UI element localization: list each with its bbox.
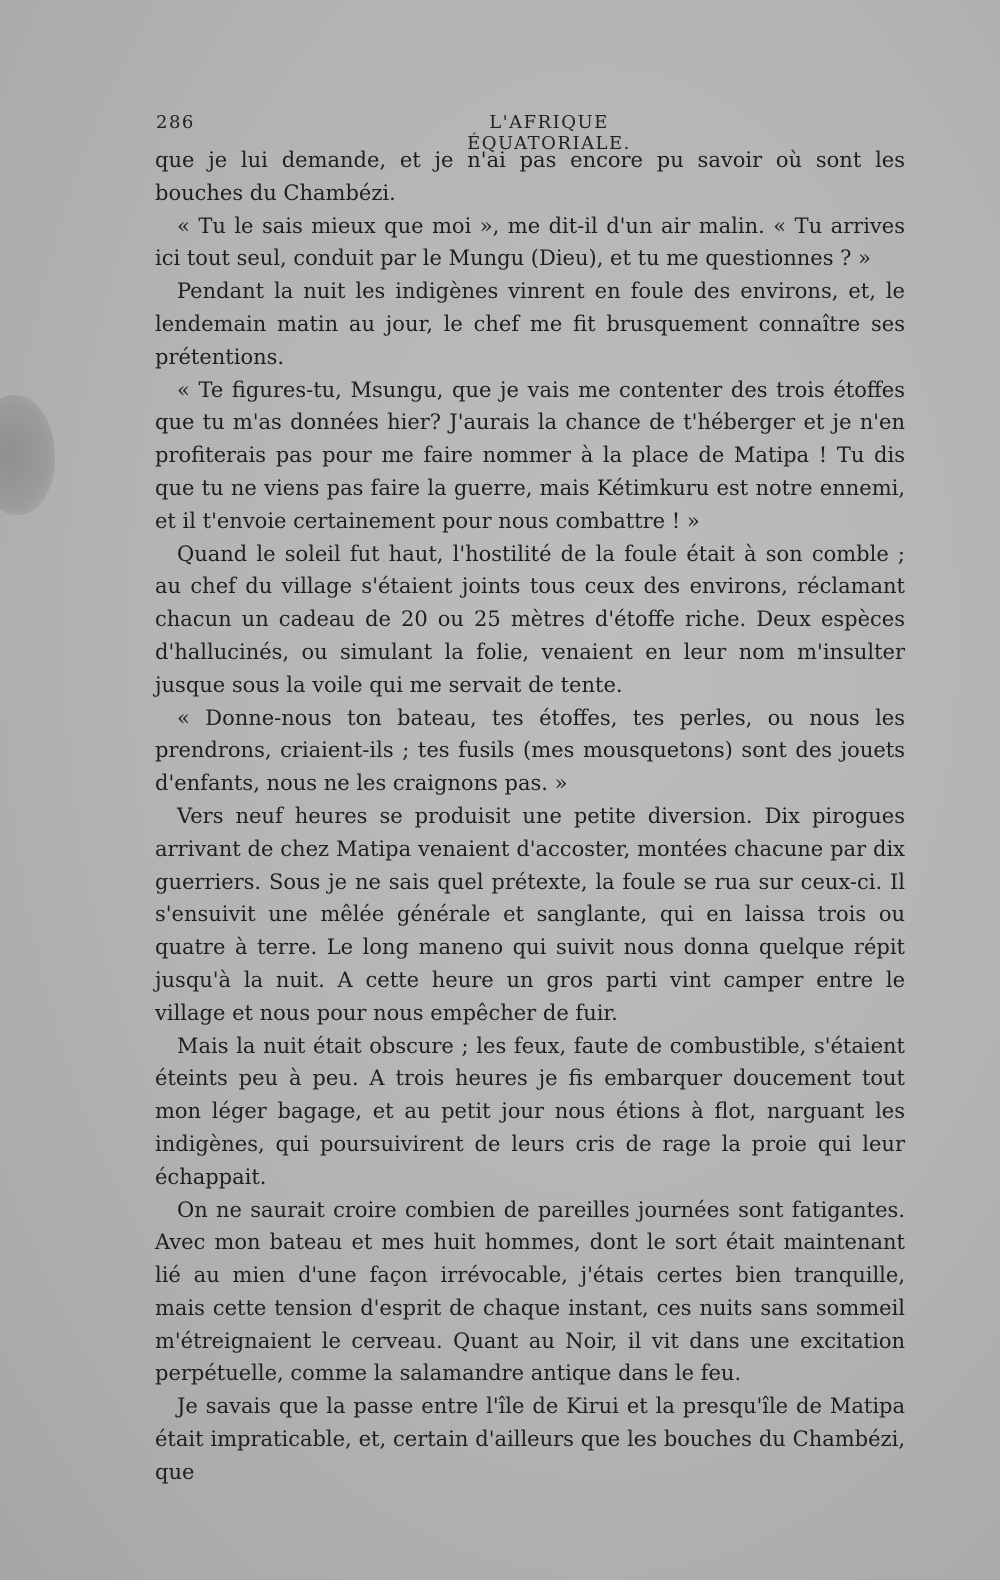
page-header — [156, 112, 904, 154]
page-stain — [0, 395, 55, 515]
paragraph: Mais la nuit était obscure ; les feux, faute de combustible, s'étaient éteints peu à peu. A trois heures je fis embarquer doucement tout mon léger bagage, et au petit jour nous étions à flot, narguant les indigènes, qui poursuivirent de leurs cris de rage la proie qui leur échappait. — [155, 1033, 905, 1189]
paragraph: Vers neuf heures se produisit une petite diversion. Dix pirogues arrivant de chez Matipa venaient d'accoster, montées chacune par dix guerriers. Sous je ne sais quel prétexte, la foule se rua sur ceux-ci. Il s'ensuivit une mêlée générale et sanglante, qui en laissa trois ou quatre à terre. Le long maneno qui suivit nous donna quelque répit jusqu'à la nuit. A cette heure un gros parti vint camper entre le village et nous pour nous empêcher de fuir. — [155, 803, 905, 1025]
page-number: 286 — [156, 112, 195, 133]
body-text — [155, 144, 905, 1489]
running-title: L'AFRIQUE ÉQUATORIALE. — [467, 112, 631, 154]
paragraph: « Donne-nous ton bateau, tes étoffes, tes perles, ou nous les prendrons, criaient-ils ; tes fusils (mes mousquetons) sont des jouets d'enfants, nous ne les craignons pas. » — [155, 705, 905, 796]
paragraph: « Tu le sais mieux que moi », me dit-il d'un air malin. « Tu arrives ici tout seul, conduit par le Mungu (Dieu), et tu me questionnes ? » — [155, 213, 905, 271]
paragraph: Je savais que la passe entre l'île de Kirui et la presqu'île de Matipa était impraticable, et, certain d'ailleurs que les bouches du Chambézi, que — [155, 1394, 905, 1484]
paragraph-continued: que je lui demande, et je n'ai pas encore pu savoir où sont les bouches du Chambézi. — [155, 148, 905, 205]
paragraph: On ne saurait croire combien de pareilles journées sont fatigantes. Avec mon bateau et mes huit hommes, dont le sort était maintenant lié au mien d'une façon irrévocable, j'étais certes bien tranquille, mais cette tension d'esprit de chaque instant, ces nuits sans sommeil m'étreignaient le cerveau. Quant au Noir, il vit dans une excitation perpétuelle, comme la salamandre antique dans le feu. — [155, 1197, 905, 1386]
paragraph: Quand le soleil fut haut, l'hostilité de la foule était à son comble ; au chef du village s'étaient joints tous ceux des environs, réclamant chacun un cadeau de 20 ou 25 mètres d'étoffe riche. Deux espèces d'hallucinés, ou simulant la folie, venaient en leur nom m'insulter jusque sous la voile qui me servait de tente. — [155, 541, 905, 697]
paragraph: Pendant la nuit les indigènes vinrent en foule des environs, et, le lendemain matin au jour, le chef me fit brusquement connaître ses prétentions. — [155, 279, 905, 369]
paragraph: « Te figures-tu, Msungu, que je vais me contenter des trois étoffes que tu m'as données hier? J'aurais la chance de t'héberger et je n'en profiterais pas pour me faire nommer à la place de Matipa ! Tu dis que tu ne viens pas faire la guerre, mais Kétimkuru est notre ennemi, et il t'envoie certainement pour nous combattre ! » — [155, 377, 905, 533]
